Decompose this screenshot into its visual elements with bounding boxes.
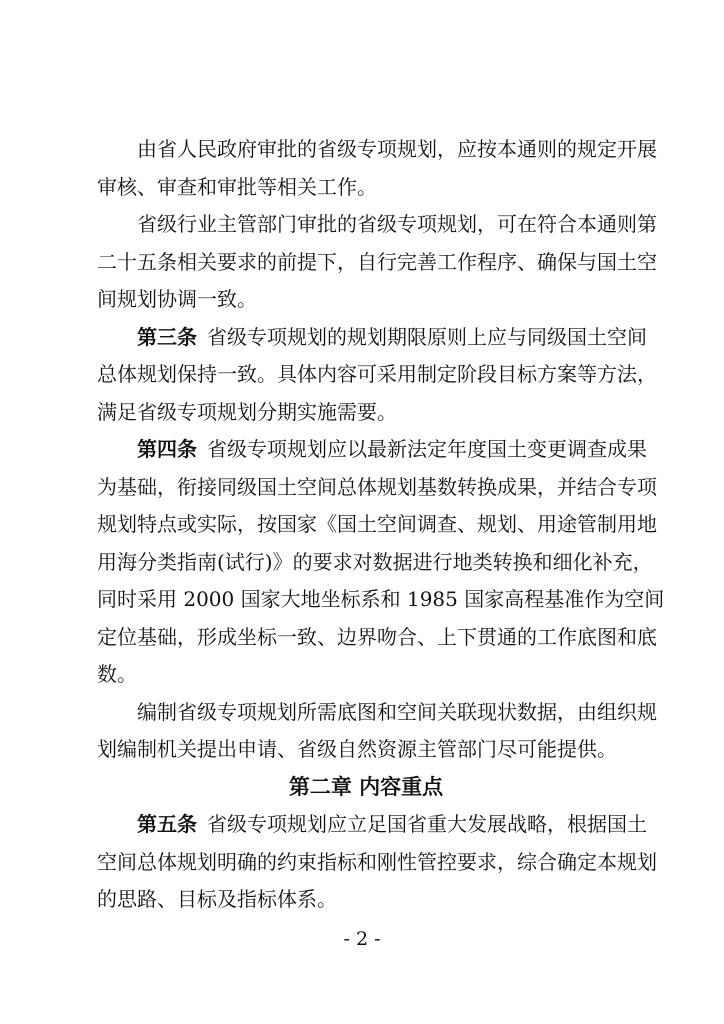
paragraph-line: 总体规划保持一致。具体内容可采用制定阶段目标方案等方法，	[97, 362, 657, 386]
paragraph-line: 规划特点或实际，按国家《国土空间调查、规划、用途管制用地	[97, 512, 657, 536]
article-4-label: 第四条	[137, 437, 197, 461]
article-4-text: 省级专项规划应以最新法定年度国土变更调查成果	[207, 437, 647, 461]
paragraph-line: 编制省级专项规划所需底图和空间关联现状数据，由组织规	[137, 699, 657, 724]
page-number: - 2 -	[343, 928, 381, 950]
paragraph-line: 二十五条相关要求的前提下，自行完善工作程序、确保与国土空	[97, 249, 657, 274]
paragraph-line: 空间总体规划明确的约束指标和刚性管控要求，综合确定本规划	[97, 849, 657, 874]
document-body	[97, 131, 665, 919]
article-4-first-line	[97, 431, 647, 469]
paragraph-line: 由省人民政府审批的省级专项规划，应按本通则的规定开展	[137, 137, 657, 161]
paragraph-line: 为基础，衔接同级国土空间总体规划基数转换成果，并结合专项	[97, 474, 657, 499]
paragraph-line: 的思路、目标及指标体系。	[97, 887, 337, 911]
paragraph-line: 数。	[97, 662, 137, 686]
paragraph-line: 用海分类指南(试行)》的要求对数据进行地类转换和细化补充，	[97, 549, 653, 574]
article-3-text: 省级专项规划的规划期限原则上应与同级国土空间	[207, 324, 647, 349]
paragraph-line: 省级行业主管部门审批的省级专项规划，可在符合本通则第	[137, 212, 657, 236]
paragraph-line: 间规划协调一致。	[97, 287, 257, 311]
paragraph-line: 同时采用 2000 国家大地坐标系和 1985 国家高程基准作为空间	[97, 587, 665, 611]
article-5-first-line	[97, 806, 647, 844]
article-3-label: 第三条	[137, 324, 197, 349]
article-3-first-line	[97, 319, 647, 357]
paragraph-line: 定位基础，形成坐标一致、边界吻合、上下贯通的工作底图和底	[97, 624, 657, 649]
paragraph-line: 审核、审查和审批等相关工作。	[97, 174, 377, 199]
article-5-label: 第五条	[137, 812, 197, 836]
paragraph-line: 满足省级专项规划分期实施需要。	[97, 399, 397, 424]
chapter-heading: 第二章 内容重点	[288, 774, 444, 799]
article-5-text: 省级专项规划应立足国省重大发展战略，根据国土	[207, 812, 647, 836]
paragraph-line: 划编制机关提出申请、省级自然资源主管部门尽可能提供。	[97, 737, 617, 761]
